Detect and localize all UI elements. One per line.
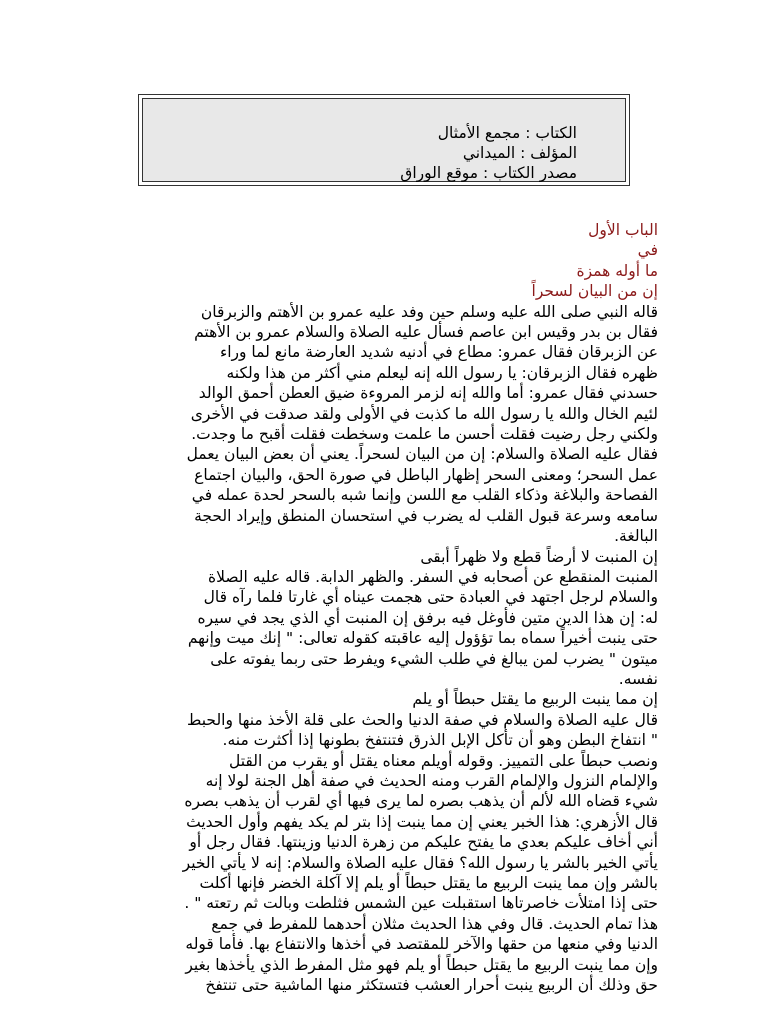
text-line: قال عليه الصلاة والسلام في صفة الدنيا والحث على قلة الأخذ منها والحبط bbox=[187, 710, 658, 729]
text-line: حتى إذا امتلأت خاصرتاها استقبلت عين الشمس فثلطت وبالت ثم رتعته " . bbox=[184, 894, 658, 913]
text-line: المنبت المنقطع عن أصحابه في السفر. والظهر الدابة. قاله عليه الصلاة bbox=[208, 567, 658, 586]
book-info-box bbox=[138, 94, 630, 186]
text-line: البالغة. bbox=[614, 527, 658, 546]
text-line: الفصاحة والبلاغة وذكاء القلب مع اللسن وإنما شبه بالسحر لحدة عمله في bbox=[191, 486, 658, 505]
book-source-line: مصدر الكتاب : موقع الوراق bbox=[400, 164, 577, 182]
text-line: عمل السحر؛ ومعنى السحر إظهار الباطل في صورة الحق، والبيان اجتماع bbox=[194, 465, 658, 484]
proverb-heading: إن من البيان لسحراً bbox=[531, 282, 658, 301]
text-line: ميتون " يضرب لمن يبالغ في طلب الشيء ويفرط حتى ربما يفوته على bbox=[210, 649, 658, 668]
text-line: شيء قضاه الله لألم أن يذهب بصره لما يرى فيها أي لقرب أن يذهب بصره bbox=[184, 792, 658, 811]
text-line: لئيم الخال والله يا رسول الله ما كذبت في الأولى ولقد صدقت في الأخرى bbox=[190, 404, 658, 423]
text-line: الدنيا وفي منعها من حقها والآخر للمقتصد في أخذها والانتفاع بها. فأما قوله bbox=[185, 935, 658, 954]
text-line: له: إن هذا الدين متين فأوغل فيه برفق إن المنبت أي الذي يجد في سيره bbox=[197, 608, 658, 627]
body-text bbox=[118, 302, 658, 996]
document-body bbox=[118, 220, 658, 995]
text-line: ظهره فقال الزبرقان: يا رسول الله إنه ليعلم مني أكثر من هذا ولكنه bbox=[226, 363, 658, 382]
text-line: إن مما ينبت الربيع ما يقتل حبطاً أو يلم bbox=[412, 690, 658, 709]
text-line: أني أخاف عليكم بعدي ما يفتح عليكم من زهرة الدنيا وزينتها. فقال رجل أو bbox=[189, 833, 658, 852]
text-line: " انتفاخ البطن وهو أن تأكل الإبل الذرق فتنتفخ بطونها إذا أكثرت منه. bbox=[222, 731, 658, 750]
book-title-line: الكتاب : مجمع الأمثال bbox=[437, 124, 577, 142]
text-line: ولكني رجل رضيت فقلت أحسن ما علمت وسخطت فقلت أقبح ما وجدت. bbox=[191, 425, 658, 444]
text-line: هذا تمام الحديث. قال وفي هذا الحديث مثلان أحدهما للمفرط في جمع bbox=[211, 914, 658, 933]
text-line: وإن مما ينبت الربيع ما يقتل حبطاً أو يلم فهو مثل المفرط الذي يأخذها بغير bbox=[185, 955, 658, 974]
text-line: يأتي الخير بالشر يا رسول الله؟ فقال عليه الصلاة والسلام: إنه لا يأتي الخير bbox=[182, 853, 658, 872]
text-line: عن الزبرقان فقال عمرو: مطاع في أدنيه شديد العارضة مانع لما وراء bbox=[219, 343, 658, 362]
chapter-heading: الباب الأول bbox=[588, 221, 658, 239]
text-line: إن المنبت لا أرضاً قطع ولا ظهراً أبقى bbox=[420, 547, 658, 566]
text-line: والسلام لرجل اجتهد في العبادة حتى هجمت عيناه أي غارتا فلما رآه قال bbox=[203, 588, 658, 607]
text-line: قاله النبي صلى الله عليه وسلم حين وفد عليه عمرو بن الأهتم والزبرقان bbox=[200, 302, 658, 321]
text-line: سامعه وسرعة قبول القلب له يضرب في استحسان المنطق وإيراد الحجة bbox=[194, 506, 658, 525]
text-line: نفسه. bbox=[618, 669, 658, 688]
text-line: حسدني فقال عمرو: أما والله إنه لزمر المروءة ضيق العطن أحمق الوالد bbox=[198, 384, 658, 403]
text-line: ونصب حبطاً على التمييز. وقوله أويلم معناه يقتل أو يقرب من القتل bbox=[229, 751, 658, 770]
text-line: فقال بن بدر وقيس ابن عاصم فسأل عليه الصلاة والسلام عمرو بن الأهتم bbox=[194, 323, 658, 342]
book-author-line: المؤلف : الميداني bbox=[462, 144, 577, 162]
text-line: حتى ينبت أخيراً سماه بما تؤؤول إليه عاقبته كقوله تعالى: " إنك ميت وإنهم bbox=[187, 629, 658, 648]
chapter-subheading-fi: في bbox=[637, 241, 658, 260]
text-line: والإلمام النزول والإلمام القرب ومنه الحديث في صفة أهل الجنة لولا إنه bbox=[205, 771, 658, 790]
book-info-panel bbox=[142, 98, 626, 182]
chapter-subheading-hamza: ما أوله همزة bbox=[576, 261, 658, 280]
text-line: بالشر وإن مما ينبت الربيع ما يقتل حبطاً أو يلم إلا آكلة الخضر فإنها أكلت bbox=[199, 874, 658, 892]
text-line: حق وذلك أن الربيع ينبت أحرار العشب فتستكثر منها الماشية حتى تنتفخ bbox=[205, 976, 658, 995]
text-line: قال الأزهري: هذا الخبر يعني إن مما ينبت إذا بتر لم يكد يفهم وأول الحديث bbox=[186, 812, 658, 831]
text-line: فقال عليه الصلاة والسلام: إن من البيان لسحراً. يعني أن بعض البيان يعمل bbox=[186, 445, 658, 464]
